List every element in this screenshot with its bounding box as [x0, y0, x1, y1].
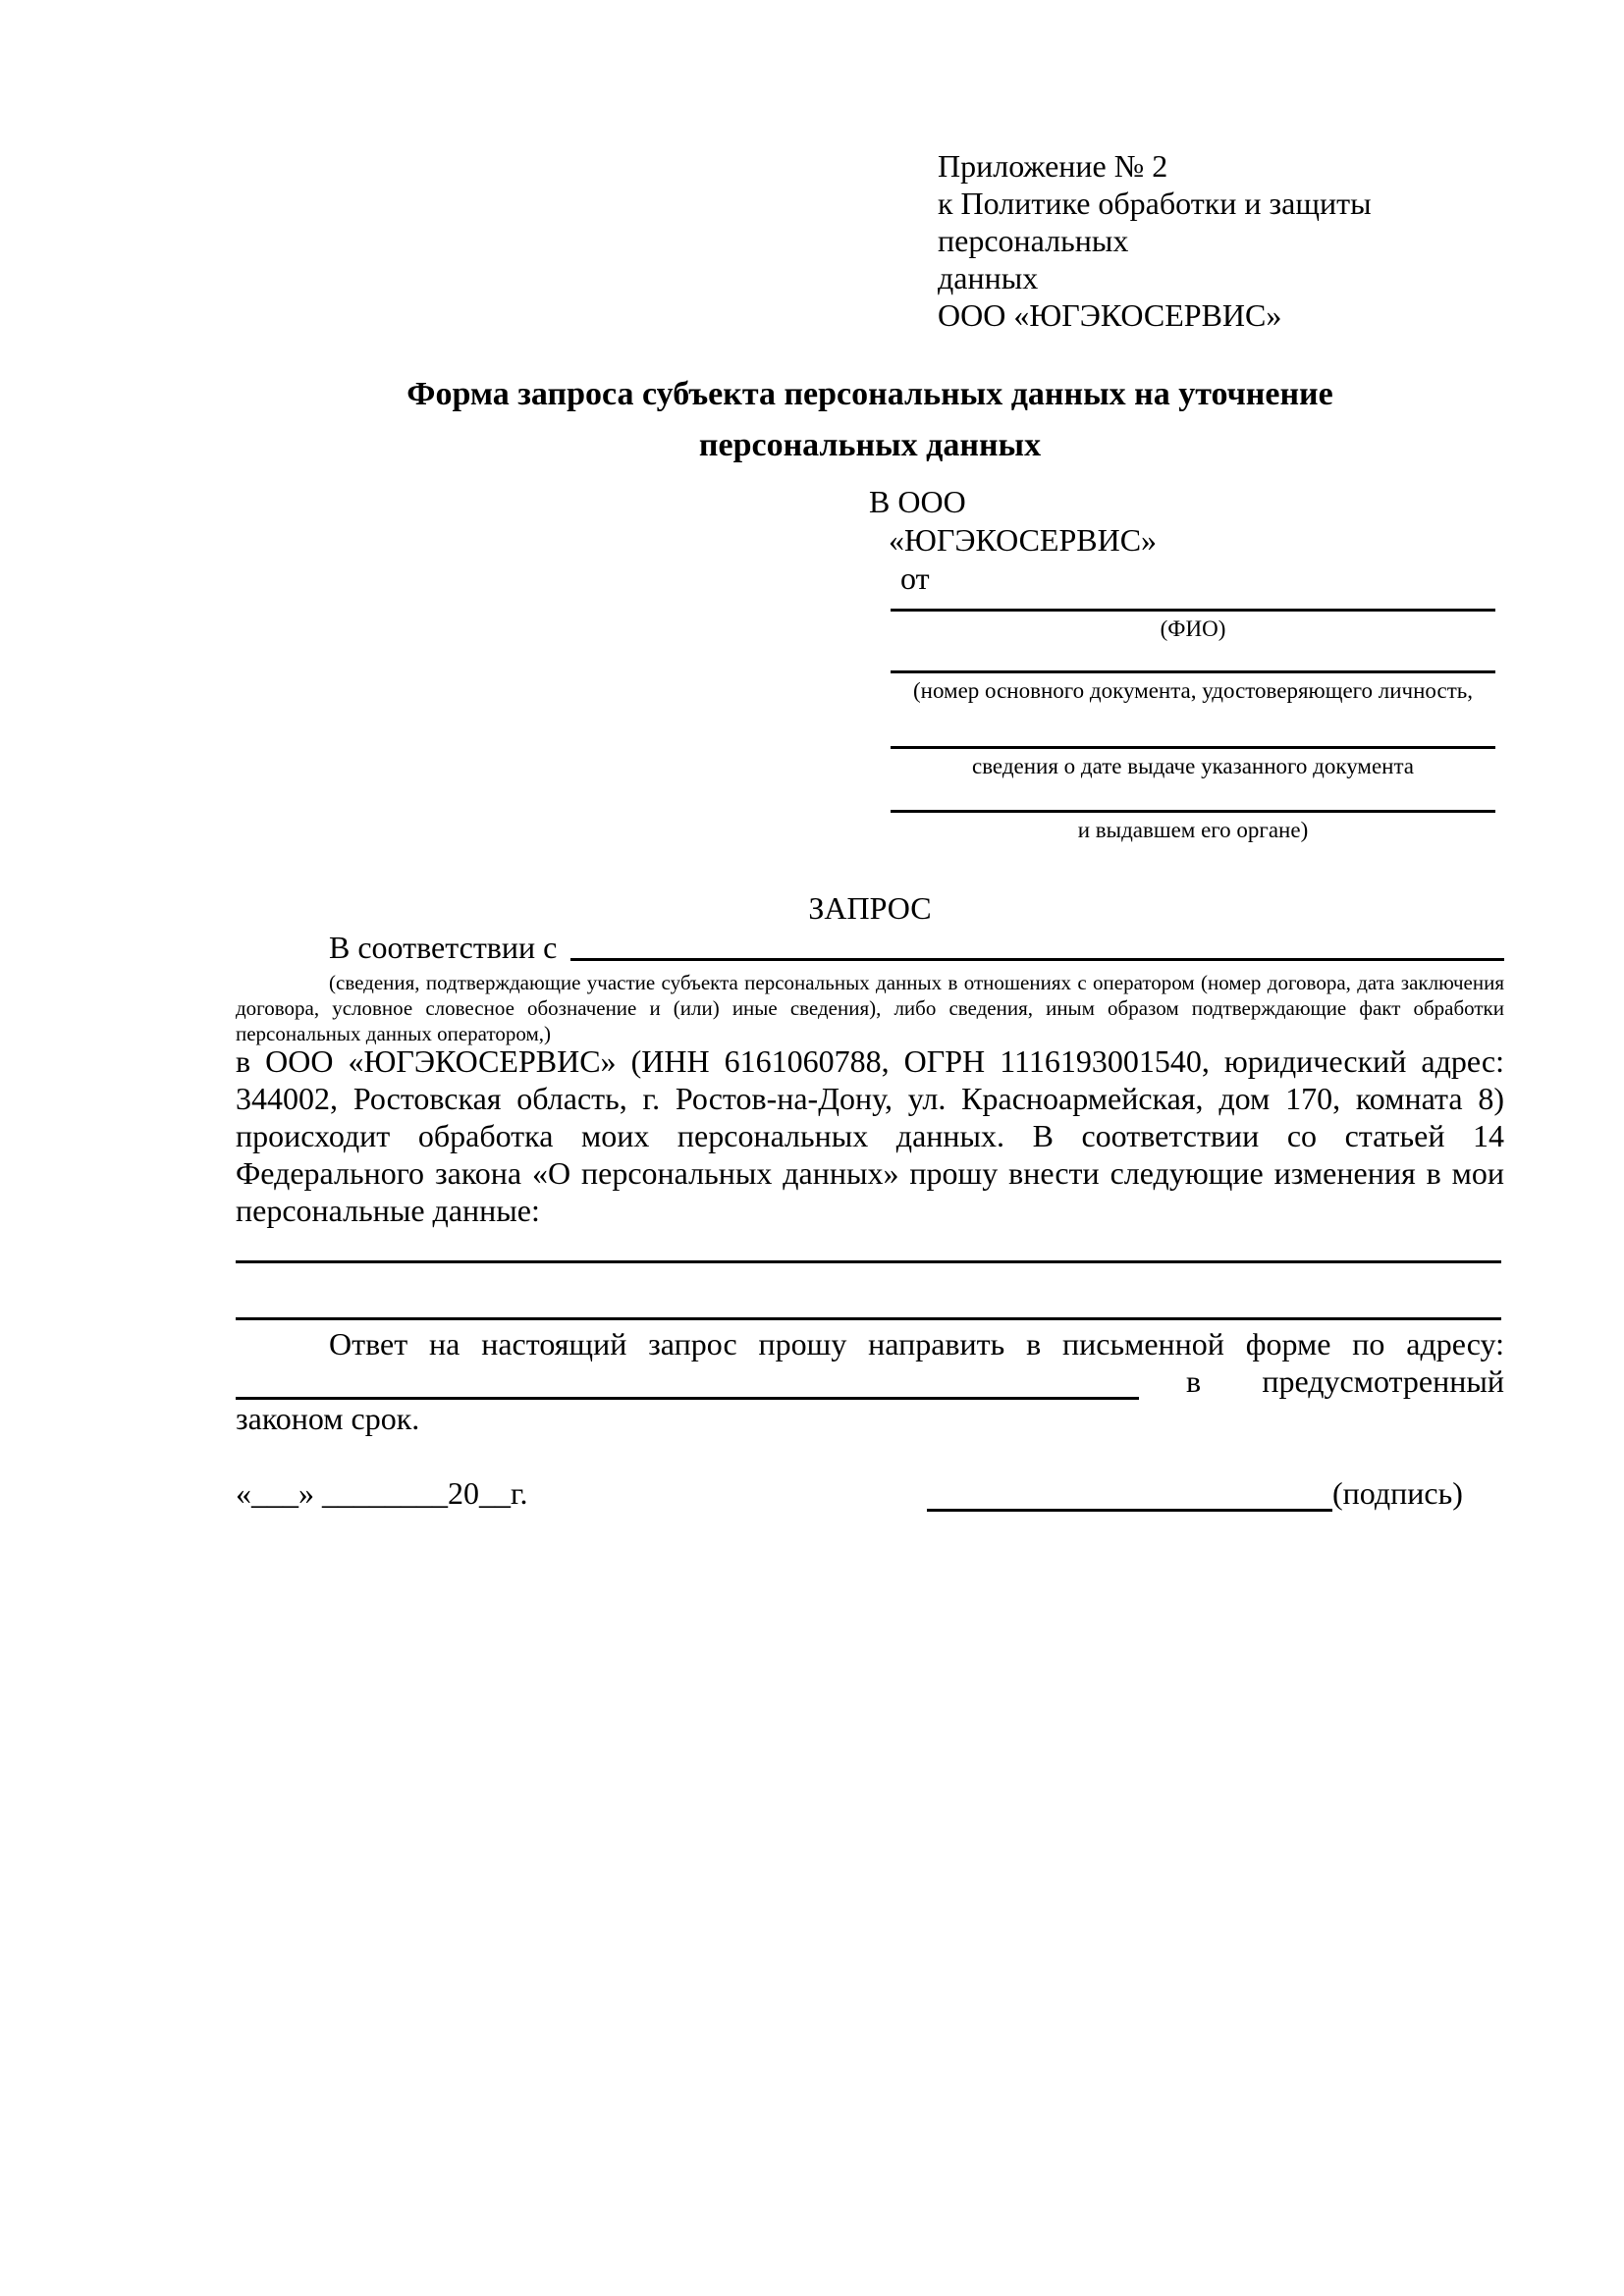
addressee-line2: «ЮГЭКОСЕРВИС» [889, 522, 1158, 558]
address-blank-line [236, 1365, 1139, 1400]
intro-note: (сведения, подтверждающие участие субъекта персональных данных в отношениях с оператором (номер договора, дата заключения договора, условное словесное обозначение и (или) иные сведения), либо сведения, иным образом подтверждающие факт обработки персональных данных оператором,) [236, 971, 1504, 1045]
annex-header-line: Приложение № 2 [938, 148, 1168, 184]
document-title-line1: Форма запроса субъекта персональных данных на уточнение [406, 376, 1333, 412]
signature-label: (подпись) [1332, 1475, 1463, 1511]
annex-header-line: данных [938, 260, 1039, 295]
annex-header-line: ООО «ЮГЭКОСЕРВИС» [938, 297, 1282, 333]
doc-issuer-blank-line [891, 810, 1495, 813]
doc-number-caption: (номер основного документа, удостоверяющего личность, [912, 678, 1473, 703]
annex-header-line: к Политике обработки и защиты персональных [938, 186, 1372, 258]
intro-blank-line [570, 958, 1504, 961]
annex-header [938, 147, 1546, 334]
doc-date-caption: сведения о дате выдаче указанного документа [971, 754, 1415, 778]
doc-number-blank-line [891, 670, 1495, 673]
addressee-line3: от [900, 561, 930, 596]
fio-blank-line [891, 609, 1495, 612]
fio-caption: (ФИО) [1160, 616, 1226, 641]
intro-row [236, 929, 1504, 966]
date-blank: «___» ________20__г. [236, 1475, 528, 1511]
doc-date-blank-line [891, 746, 1495, 749]
reply-word-term: предусмотренный [1262, 1363, 1504, 1399]
doc-issuer-caption: и выдавшем его органе) [1077, 818, 1309, 842]
signature-row [927, 1474, 1463, 1512]
reply-line1: Ответ на настоящий запрос прошу направить в письменной форме по адресу: [329, 1326, 1504, 1362]
signature-blank-line [927, 1479, 1332, 1512]
request-heading: ЗАПРОС [808, 890, 932, 926]
reply-word-in: в [1186, 1363, 1202, 1399]
document-title-line2: персональных данных [698, 427, 1042, 463]
reply-tail: законом срок. [236, 1401, 420, 1436]
addressee-block [869, 483, 1497, 598]
intro-prefix: В соответствии с [329, 930, 558, 965]
changes-blank-line-1 [236, 1260, 1501, 1263]
addressee-line1: В ООО [869, 484, 966, 519]
document-title [236, 369, 1504, 471]
reply-line2 [236, 1362, 1504, 1400]
changes-blank-line-2 [236, 1317, 1501, 1320]
body-paragraph: в ООО «ЮГЭКОСЕРВИС» (ИНН 6161060788, ОГРН 1116193001540, юридический адрес: 344002, Ростовская область, г. Ростов-на-Дону, ул. Красноармейская, дом 170, комната 8) происходит обработка моих персональных данных. В соответствии со статьей 14 Федерального закона «О персональных данных» прошу внести следующие изменения в мои персональные данные: [236, 1043, 1504, 1228]
